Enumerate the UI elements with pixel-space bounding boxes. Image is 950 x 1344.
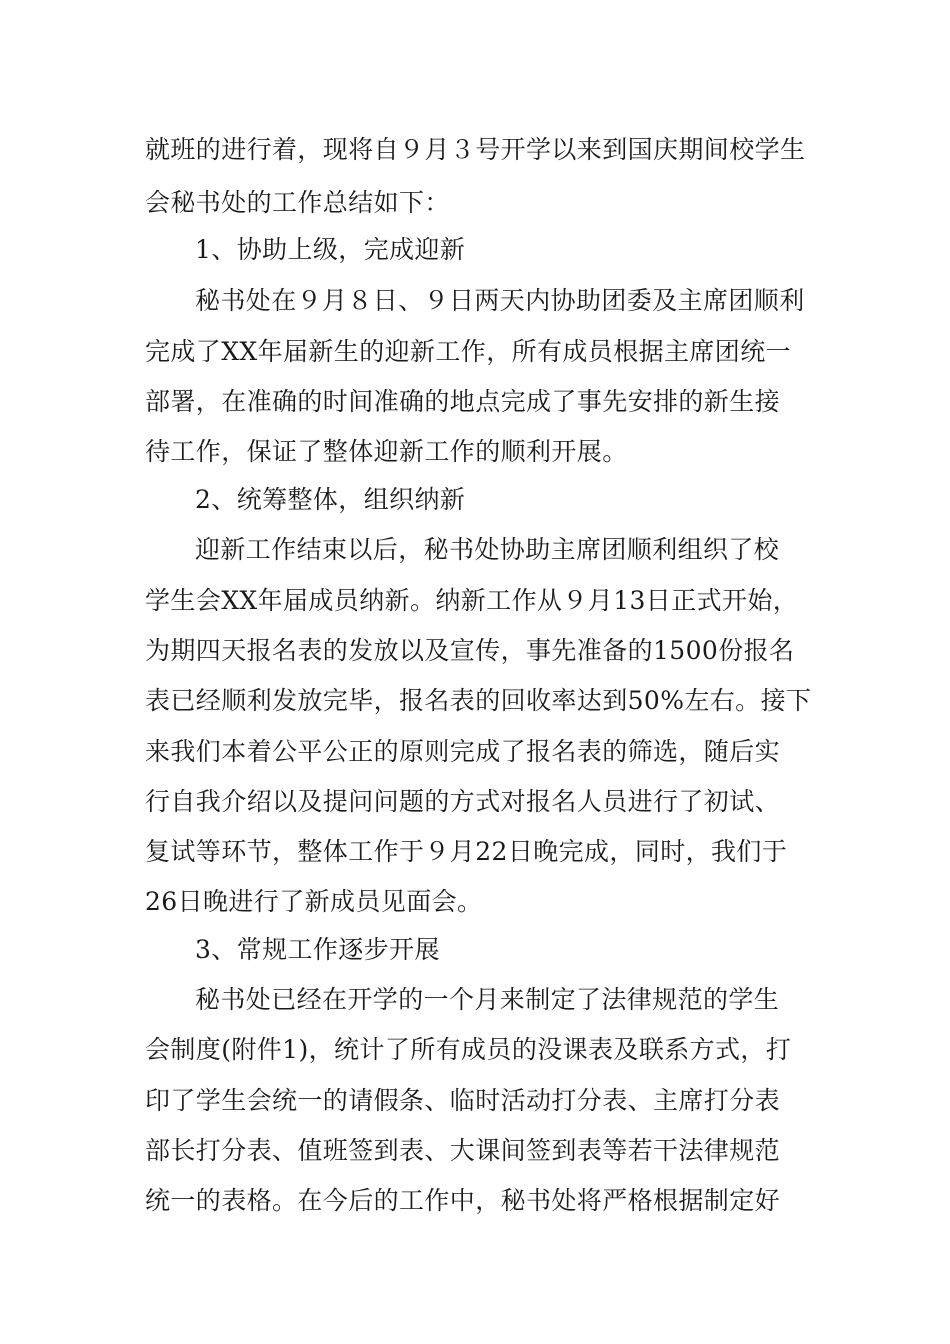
section-heading-1: 1、协助上级，完成迎新 xyxy=(195,235,466,264)
paragraph-line: 会秘书处的工作总结如下： xyxy=(145,188,450,217)
section-heading-2: 2、统筹整体，组织纳新 xyxy=(195,485,466,514)
paragraph-line: 表已经顺利发放完毕，报名表的回收率达到50%左右。接下 xyxy=(145,686,812,715)
paragraph-line: 行自我介绍以及提问问题的方式对报名人员进行了初试、 xyxy=(145,787,781,816)
paragraph-line: 会制度(附件1)，统计了所有成员的没课表及联系方式，打 xyxy=(145,1035,792,1064)
paragraph-line: 学生会XX年届成员纳新。纳新工作从９月13日正式开始， xyxy=(145,586,799,615)
paragraph-line: 待工作，保证了整体迎新工作的顺利开展。 xyxy=(145,437,628,466)
paragraph-line: 来我们本着公平公正的原则完成了报名表的筛选，随后实 xyxy=(145,737,781,766)
section-heading-3: 3、常规工作逐步开展 xyxy=(195,935,440,964)
paragraph-line: 部署，在准确的时间准确的地点完成了事先安排的新生接 xyxy=(145,387,781,416)
paragraph-line: 统一的表格。在今后的工作中，秘书处将严格根据制定好 xyxy=(145,1186,781,1215)
paragraph-line: 部长打分表、值班签到表、大课间签到表等若干法律规范 xyxy=(145,1136,781,1165)
paragraph-line: 就班的进行着，现将自９月３号开学以来到国庆期间校学生 xyxy=(145,135,806,164)
paragraph-line: 完成了XX年届新生的迎新工作，所有成员根据主席团统一 xyxy=(145,337,791,366)
paragraph-line: 为期四天报名表的发放以及宣传，事先准备的1500份报名 xyxy=(145,636,795,665)
paragraph-line: 秘书处已经在开学的一个月来制定了法律规范的学生 xyxy=(195,985,780,1014)
paragraph-line: 复试等环节，整体工作于９月22日晚完成，同时，我们于 xyxy=(145,837,788,866)
paragraph-line: 印了学生会统一的请假条、临时活动打分表、主席打分表 xyxy=(145,1086,781,1115)
paragraph-line: 秘书处在９月８日、９日两天内协助团委及主席团顺利 xyxy=(195,286,805,315)
paragraph-line: 迎新工作结束以后，秘书处协助主席团顺利组织了校 xyxy=(195,535,780,564)
paragraph-line: 26日晚进行了新成员见面会。 xyxy=(145,887,483,916)
